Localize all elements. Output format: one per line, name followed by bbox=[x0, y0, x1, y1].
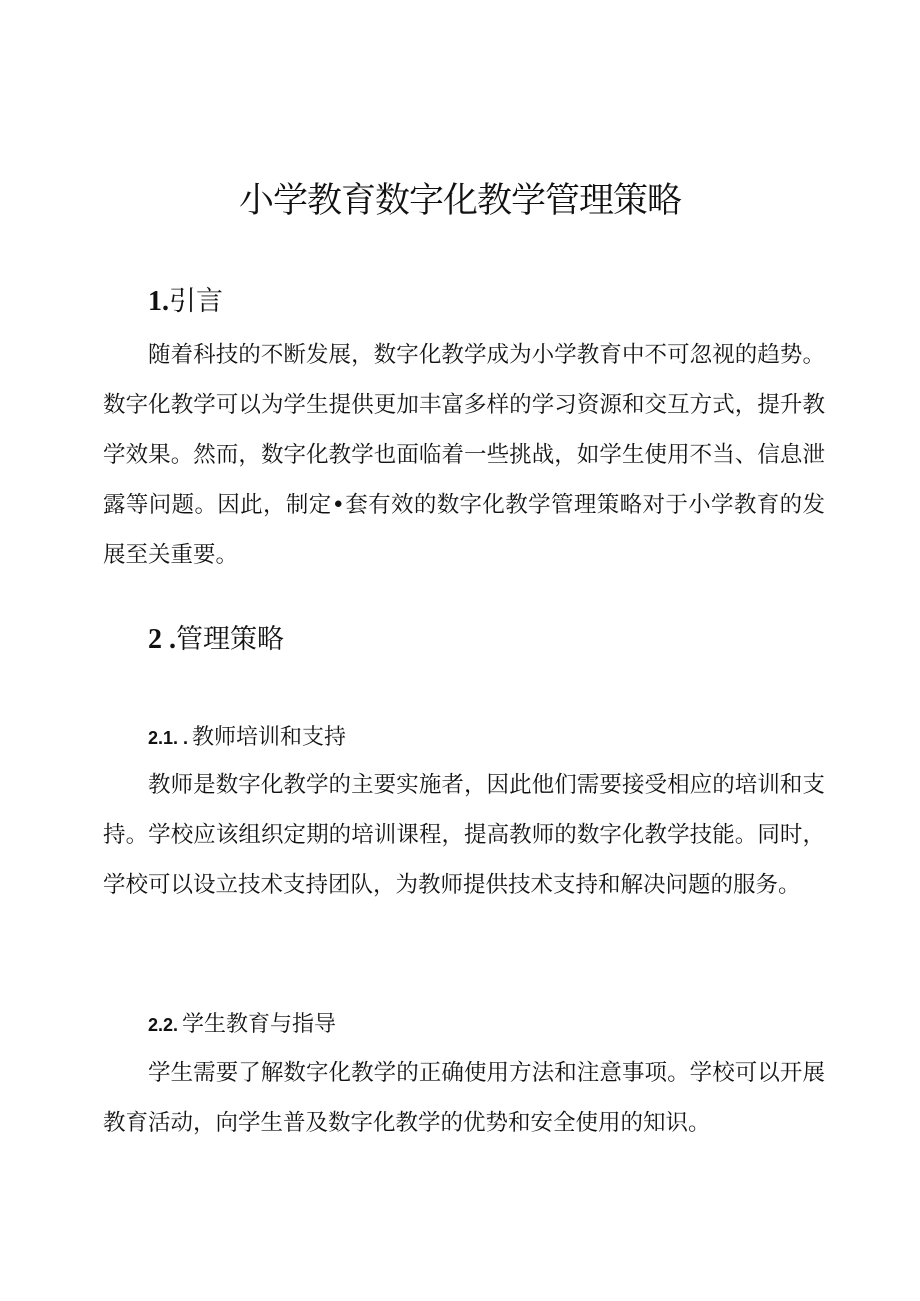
section-number: 2 . bbox=[148, 624, 176, 655]
section-heading-intro bbox=[148, 284, 223, 320]
subsection-title: 教师培训和支持 bbox=[192, 725, 347, 750]
teacher-training-paragraph: 教师是数字化教学的主要实施者，因此他们需要接受相应的培训和支持。学校应该组织定期的培训课程，提高教师的数字化教学技能。同时，学校可以设立技术支持团队，为教师提供技术支持和解决问题的服务。 bbox=[103, 772, 825, 898]
subsection-heading-teacher-training bbox=[148, 723, 346, 753]
subsection-title: 学生教育与指导 bbox=[182, 1012, 337, 1037]
intro-paragraph: 随着科技的不断发展，数字化教学成为小学教育中不可忽视的趋势。数字化教学可以为学生提供更加丰富多样的学习资源和交互方式，提升教学效果。然而，数字化教学也面临着一些挑战，如学生使用不当、信息泄露等问题。因此，制定•套有效的数字化教学管理策略对于小学教育的发展至关重要。 bbox=[103, 342, 825, 568]
section-heading-strategy bbox=[148, 622, 284, 658]
subsection-number: 2.1. . bbox=[148, 728, 189, 748]
section-number: 1. bbox=[148, 286, 169, 317]
student-education-paragraph: 学生需要了解数字化教学的正确使用方法和注意事项。学校可以开展教育活动，向学生普及数字化教学的优势和安全使用的知识。 bbox=[103, 1060, 825, 1136]
section-title: 引言 bbox=[169, 286, 223, 317]
section-title: 管理策略 bbox=[176, 624, 284, 655]
subsection-number: 2.2. bbox=[148, 1015, 179, 1035]
document-title: 小学教育数字化教学管理策略 bbox=[238, 181, 681, 221]
subsection-heading-student-education bbox=[148, 1010, 336, 1040]
